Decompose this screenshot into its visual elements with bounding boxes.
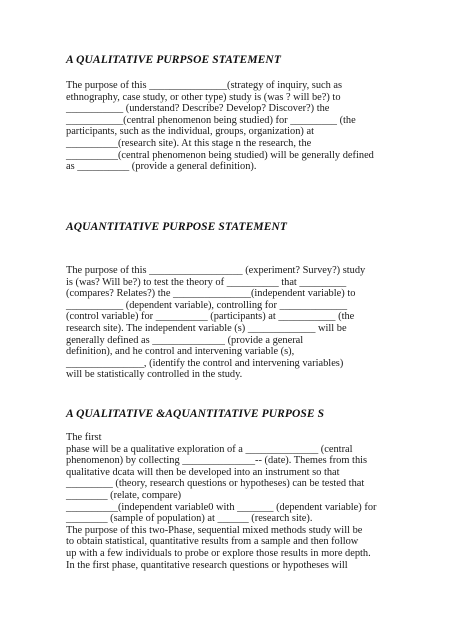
paragraph-line: ethnography, case study, or other type) study is (was ? will be?) to bbox=[66, 91, 341, 103]
paragraph-line: (compares? Relates?) the _______________(independent variable) to bbox=[66, 288, 356, 300]
quantitative-purpose-heading: AQUANTITATIVE PURPOSE STATEMENT bbox=[66, 221, 288, 233]
paragraph-line: phase will be a qualitative exploration of a ______________ (central bbox=[66, 443, 353, 455]
paragraph-line: The first bbox=[66, 432, 102, 443]
paragraph-line: (control variable) for __________ (participants) at ___________ (the bbox=[66, 311, 355, 323]
paragraph-line: ________ (sample of population) at ______ (research site). bbox=[66, 513, 313, 525]
paragraph-line: __________(independent variable0 with _______ (dependent variable) for bbox=[66, 501, 377, 513]
paragraph-line: up with a few individuals to probe or explore those results in more depth. bbox=[66, 547, 371, 559]
paragraph-line: phenomenon) by collecting ______________-- (date). Themes from this bbox=[66, 455, 368, 467]
paragraph-line: to obtain statistical, quantitative results from a sample and then follow bbox=[66, 536, 359, 548]
paragraph-line: _______________, (identify the control and intervening variables) bbox=[66, 357, 344, 369]
quantitative-purpose-paragraph bbox=[66, 265, 416, 381]
paragraph-line: The purpose of this two-Phase, sequential mixed methods study will be bbox=[66, 524, 363, 536]
qualitative-purpose-heading: A QUALITATIVE PURPSOE STATEMENT bbox=[66, 54, 281, 66]
mixed-methods-purpose-heading: A QUALITATIVE &AQUANTITATIVE PURPOSE S bbox=[66, 408, 325, 420]
paragraph-line: __________(research site). At this stage n the research, the bbox=[66, 137, 312, 149]
paragraph-line: __________(central phenomenon being studied) will be generally defined bbox=[66, 149, 374, 161]
paragraph-line: _________ (theory, research questions or hypotheses) can be tested that bbox=[66, 478, 365, 490]
paragraph-line: The purpose of this __________________ (experiment? Survey?) study bbox=[66, 265, 366, 276]
paragraph-line: as __________ (provide a general definition). bbox=[66, 161, 257, 173]
paragraph-line: In the first phase, quantitative research questions or hypotheses will bbox=[66, 559, 348, 571]
paragraph-line: generally defined as ______________ (provide a general bbox=[66, 334, 304, 346]
paragraph-line: ________ (relate, compare) bbox=[66, 489, 182, 501]
mixed-methods-purpose-paragraph bbox=[66, 432, 416, 571]
paragraph-line: ___________ (understand? Describe? Develop? Discover?) the bbox=[66, 103, 330, 115]
paragraph-line: ___________(central phenomenon being studied) for _________ (the bbox=[66, 114, 356, 126]
paragraph-line: qualitative dcata will then be developed into an instrument so that bbox=[66, 466, 340, 478]
qualitative-purpose-paragraph bbox=[66, 80, 416, 173]
paragraph-line: participants, such as the individual, groups, organization) at bbox=[66, 126, 314, 138]
paragraph-line: research site). The independent variable (s) _____________ will be bbox=[66, 322, 347, 334]
paragraph-line: ___________ (dependent variable), controlling for _____________ bbox=[66, 299, 348, 311]
paragraph-line: definition), and he control and intervening variable (s), bbox=[66, 346, 295, 358]
paragraph-line: is (was? Will be?) to test the theory of __________ that _________ bbox=[66, 276, 347, 288]
paragraph-line: The purpose of this _______________(strategy of inquiry, such as bbox=[66, 80, 343, 91]
paragraph-line: will be statistically controlled in the study. bbox=[66, 369, 243, 381]
